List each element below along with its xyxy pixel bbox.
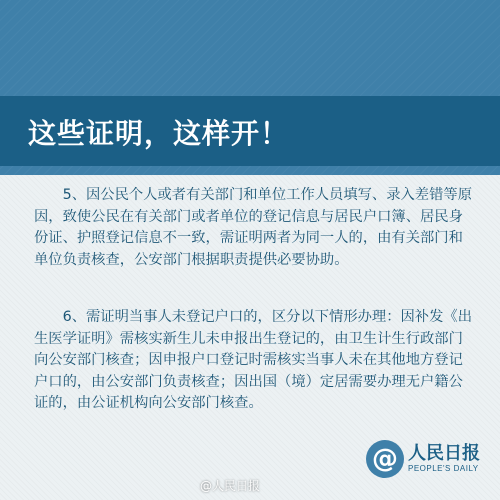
at-sign-icon: @ bbox=[366, 440, 404, 478]
logo-text bbox=[408, 444, 480, 474]
logo-name: 人民日报 bbox=[408, 443, 480, 464]
paragraph-5: 5、因公民个人或者有关部门和单位工作人员填写、录入差错等原因，致使公民在有关部门或者单位的登记信息与居民户口簿、居民身份证、护照登记信息不一致，需证明两者为同一人的，由有关部门和单位负责核查，公安部门根据职责提供必要协助。 bbox=[34, 187, 472, 268]
logo-english: PEOPLE'S DAILY bbox=[408, 464, 479, 473]
weibo-watermark: @人民日报 bbox=[200, 479, 261, 493]
peoples-daily-logo bbox=[366, 440, 480, 478]
page-title: 这些证明，这样开！ bbox=[28, 117, 290, 150]
title-bar bbox=[0, 96, 500, 166]
paragraph-6: 6、需证明当事人未登记户口的，区分以下情形办理：因补发《出生医学证明》需核实新生儿未申报出生登记的，由卫生计生行政部门向公安部门核查；因申报户口登记时需核实当事人未在其他地方登记户口的，由公安部门负责核查；因出国（境）定居需要办理无户籍公证的，由公证机构向公安部门核查。 bbox=[34, 309, 472, 411]
header-band bbox=[0, 0, 500, 175]
content-area bbox=[0, 175, 500, 500]
